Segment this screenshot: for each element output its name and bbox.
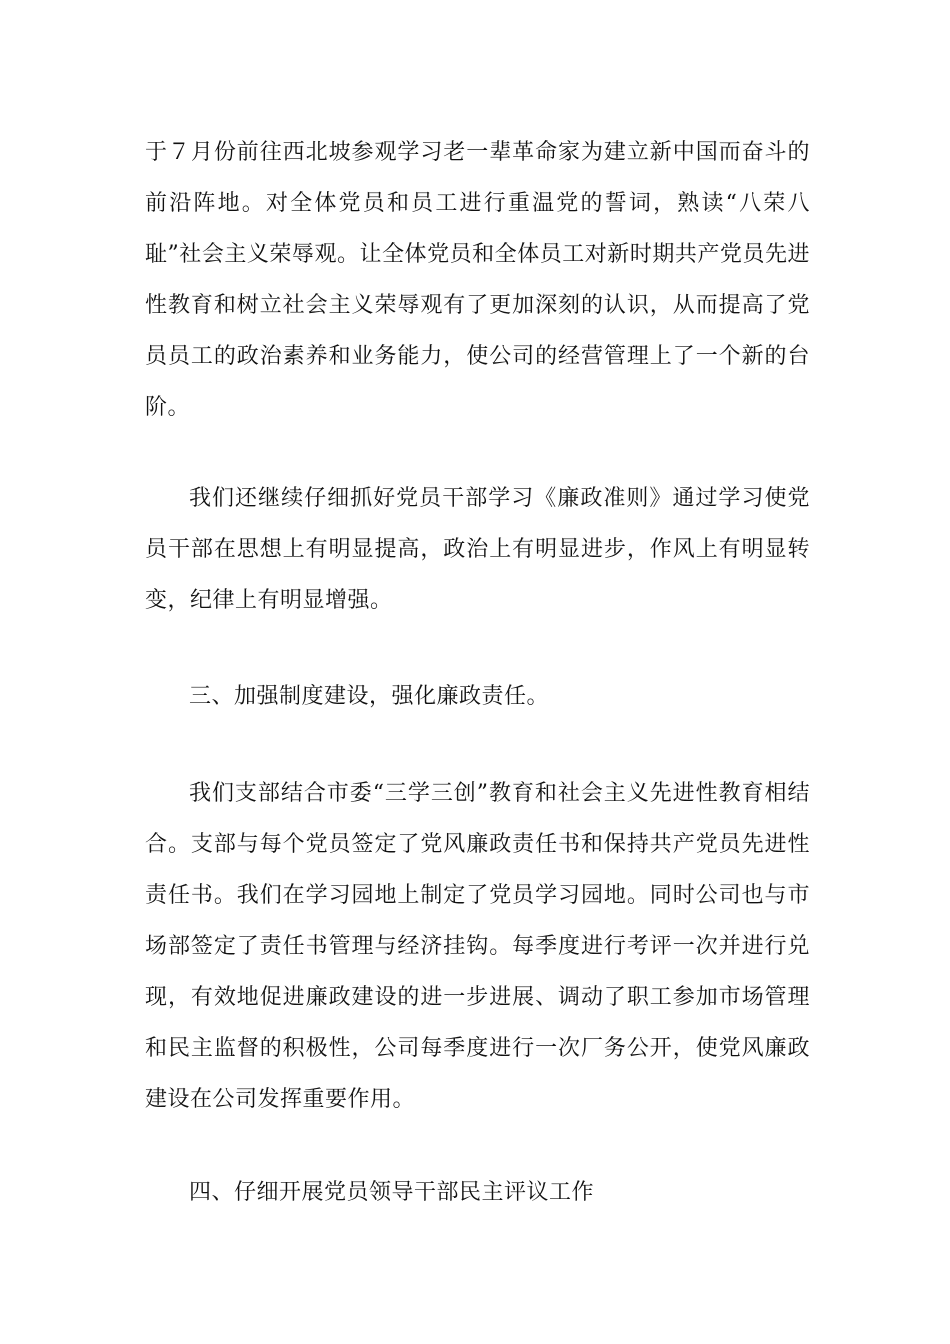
paragraph-visit-study: 于７月份前往西北坡参观学习老一辈革命家为建立新中国而奋斗的前沿阵地。对全体党员和员工进行重温党的誓词，熟读“八荣八耻”社会主义荣辱观。让全体党员和全体员工对新时期共产党员先进性教育和树立社会主义荣辱观有了更加深刻的认识，从而提高了党员员工的政治素养和业务能力，使公司的经营管理上了一个新的台阶。 xyxy=(145,140,810,420)
paragraph-responsibility: 我们支部结合市委“三学三创”教育和社会主义先进性教育相结合。支部与每个党员签定了党风廉政责任书和保持共产党员先进性责任书。我们在学习园地上制定了党员学习园地。同时公司也与市场部签定了责任书管理与经济挂钩。每季度进行考评一次并进行兑现，有效地促进廉政建设的进一步进展、调动了职工参加市场管理和民主监督的积极性，公司每季度进行一次厂务公开，使党风廉政建设在公司发挥重要作用。 xyxy=(145,781,810,1112)
section-heading-4: 四、仔细开展党员领导干部民主评议工作 xyxy=(189,1180,595,1205)
paragraph-integrity-rules: 我们还继续仔细抓好党员干部学习《廉政准则》通过学习使党员干部在思想上有明显提高，政治上有明显进步，作风上有明显转变，纪律上有明显增强。 xyxy=(145,486,810,613)
section-heading-3: 三、加强制度建设，强化廉政责任。 xyxy=(189,684,550,709)
